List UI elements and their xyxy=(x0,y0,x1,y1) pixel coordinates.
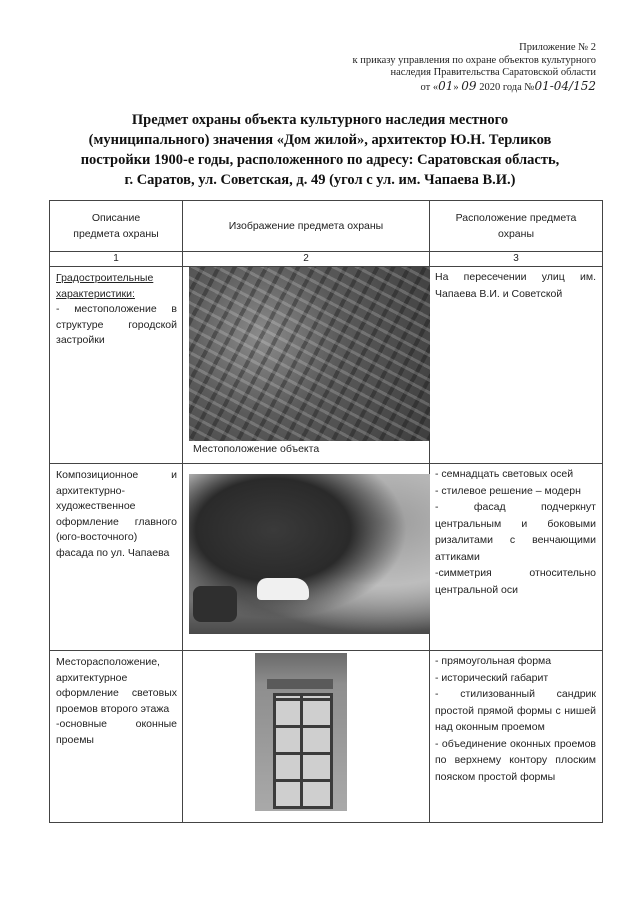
document-title: Предмет охраны объекта культурного наследия местного (муниципального) значения «Дом жилой», архитектор Ю.Н. Терликов постройки 1900-е годы, расположенного по адресу: Саратовская область, г. Саратов, ул. Советская, д. 49 (угол с ул. им. Чапаева В.И.) xyxy=(80,112,560,188)
aerial-photo-image xyxy=(189,267,430,441)
table-row xyxy=(50,651,603,823)
date-month: 09 xyxy=(461,78,477,93)
table-row xyxy=(50,267,603,464)
facade-photo-image xyxy=(189,474,430,634)
header-description: Описание предмета охраны xyxy=(50,201,183,252)
window-photo-image xyxy=(255,653,347,811)
row-image-cell xyxy=(183,464,430,651)
annex-date-line: от «01» 09 2020 года №01-04/152 xyxy=(420,78,596,93)
annex-agency-line: наследия Правительства Саратовской области xyxy=(390,67,596,78)
header-image: Изображение предмета охраны xyxy=(183,201,430,252)
row-image-cell xyxy=(183,267,430,464)
annex-number: Приложение № 2 xyxy=(519,42,596,53)
row-location: - прямоугольная форма - исторический габарит - стилизованный сандрик простой прямой формы с нишей над оконным проемом - объединение оконных проемов по верхнему контору плоским пояском простой формы xyxy=(430,651,603,823)
table-number-row: 1 2 3 xyxy=(50,252,603,267)
row-description: Композиционное и архитектурно-художественное оформление главного (юго-восточного) фасада по ул. Чапаева xyxy=(50,464,183,651)
row-image-cell xyxy=(183,651,430,823)
row-location: На пересечении улиц им. Чапаева В.И. и Советской xyxy=(430,267,603,464)
order-number: 01-04/152 xyxy=(534,78,596,93)
date-day: 01 xyxy=(438,78,454,93)
protection-table xyxy=(49,200,603,823)
image-caption: Местоположение объекта xyxy=(189,441,343,457)
row-description: Месторасположение, архитектурное оформление световых проемов второго этажа -основные оконные проемы xyxy=(50,651,183,823)
row-description: Градостроительные характеристики: - местоположение в структуре городской застройки xyxy=(50,267,183,464)
header-location: Расположение предмета охраны xyxy=(430,201,603,252)
annex-order-line: к приказу управления по охране объектов культурного xyxy=(352,54,596,66)
annex-header xyxy=(266,42,596,94)
table-header-row xyxy=(50,201,603,252)
table-row xyxy=(50,464,603,651)
row-location: - семнадцать световых осей - стилевое решение – модерн - фасад подчеркнут центральным и боковыми ризалитами с венчающими аттиками -симметрия относительно центральной оси xyxy=(430,464,603,651)
